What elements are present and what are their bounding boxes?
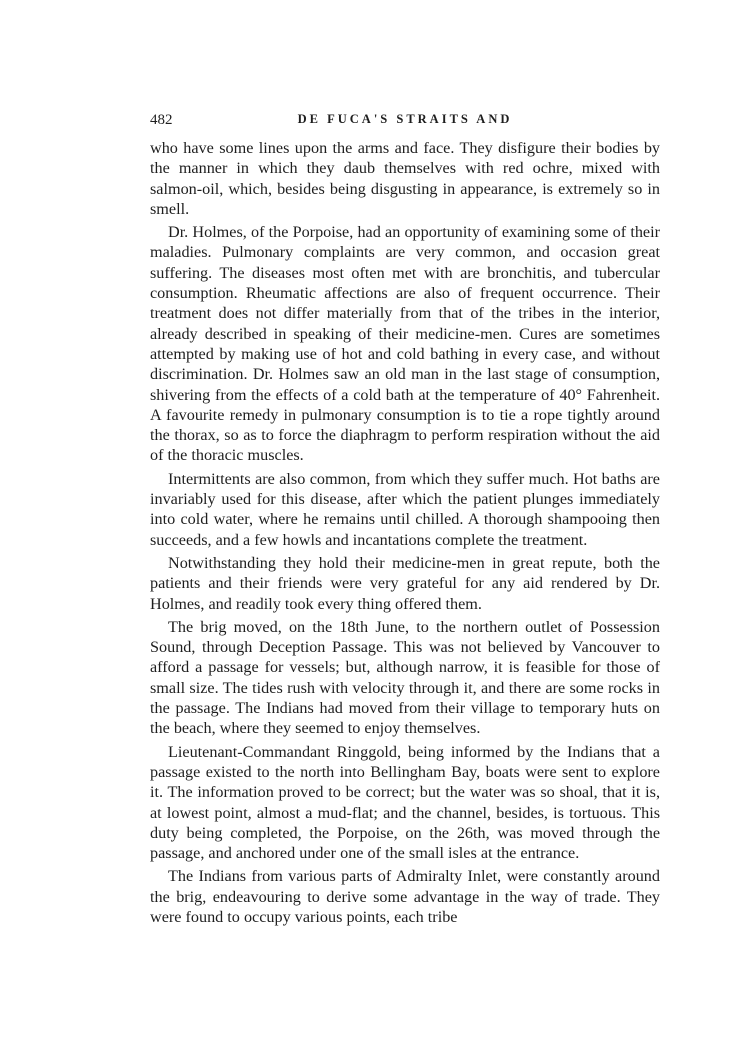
paragraph-maladies: Dr. Holmes, of the Porpoise, had an opportunity of examining some of their maladies. Pulmonary complaints are very common, and occasion great suffering. The diseases most often met with are bronchitis, and tubercular consumption. Rheumatic affections are also of frequent occurrence. Their treatment does not differ materially from that of the tribes in the interior, already described in speaking of their medicine-men. Cures are sometimes attempted by making use of hot and cold bathing in every case, and without discrimination. Dr. Holmes saw an old man in the last stage of consumption, shivering from the effects of a cold bath at the temperature of 40° Fahrenheit. A favourite remedy in pulmonary consumption is to tie a rope tightly around the thorax, so as to force the diaphragm to perform respiration without the aid of the thoracic muscles. bbox=[150, 223, 660, 465]
running-title: DE FUCA'S STRAITS AND bbox=[297, 112, 513, 126]
paragraph-admiralty-inlet: The Indians from various parts of Admiralty Inlet, were constantly around the brig, endeavouring to derive some advantage in the way of trade. They were found to occupy various points, each tribe bbox=[150, 867, 660, 926]
paragraph-continuation: who have some lines upon the arms and face. They disfigure their bodies by the manner in which they daub themselves with red ochre, mixed with salmon-oil, which, besides being disgusting in appearance, is extremely so in smell. bbox=[150, 139, 660, 218]
page-number: 482 bbox=[150, 112, 173, 128]
paragraph-intermittents: Intermittents are also common, from which they suffer much. Hot baths are invariably used for this disease, after which the patient plunges immediately into cold water, where he remains until chilled. A thorough shampooing then succeeds, and a few howls and incantations complete the treatment. bbox=[150, 469, 660, 549]
body-text bbox=[150, 138, 660, 927]
book-page bbox=[150, 112, 660, 930]
paragraph-deception-passage: The brig moved, on the 18th June, to the northern outlet of Possession Sound, through Deception Passage. This was not believed by Vancouver to afford a passage for vessels; but, although narrow, it is feasible for those of small size. The tides rush with velocity through it, and there are some rocks in the passage. The Indians had moved from their village to temporary huts on the beach, where they seemed to enjoy themselves. bbox=[150, 617, 660, 738]
paragraph-ringgold: Lieutenant-Commandant Ringgold, being informed by the Indians that a passage existed to the north into Bellingham Bay, boats were sent to explore it. The information proved to be correct; but the water was so shoal, that it is, at lowest point, almost a mud-flat; and the channel, besides, is tortuous. This duty being completed, the Porpoise, on the 26th, was moved through the passage, and anchored under one of the small isles at the entrance. bbox=[150, 742, 660, 863]
paragraph-medicine-men: Notwithstanding they hold their medicine-men in great repute, both the patients and their friends were very grateful for any aid rendered by Dr. Holmes, and readily took every thing offered them. bbox=[150, 553, 660, 613]
running-head bbox=[150, 112, 660, 138]
